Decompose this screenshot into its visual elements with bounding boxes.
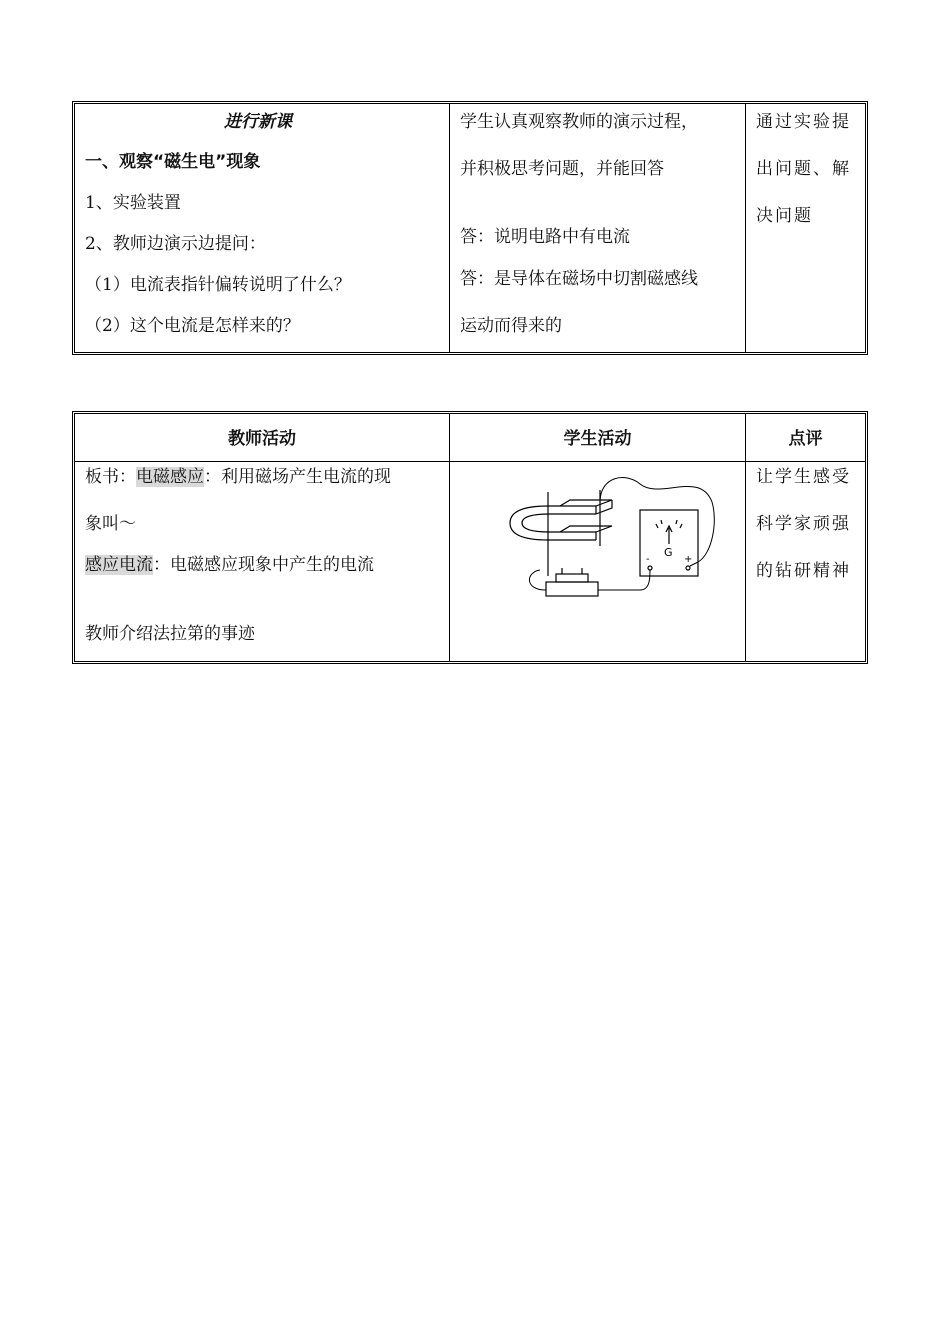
question-2: （2）这个电流是怎样来的？	[85, 316, 300, 336]
term-induced-current: 感应电流	[85, 555, 153, 575]
item-apparatus: 1、实验装置	[85, 193, 181, 213]
comment-line-2: 出问题、解	[756, 159, 851, 179]
circuit-wires	[529, 478, 714, 590]
comment-cell	[745, 104, 865, 352]
minus-terminal: -	[646, 554, 650, 565]
definition-2: ：电磁感应现象中产生的电流	[153, 555, 374, 575]
header-teacher: 教师活动	[228, 429, 296, 449]
answer-2: 答：是导体在磁场中切割磁感线	[460, 269, 698, 289]
lesson-table-1	[72, 101, 868, 355]
comment-line-1: 通过实验提	[756, 112, 851, 132]
term-electromagnetic-induction: 电磁感应	[136, 467, 204, 487]
faraday-intro: 教师介绍法拉第的事迹	[85, 624, 255, 644]
student-line-1: 学生认真观察教师的演示过程，	[460, 112, 698, 132]
comment-line-3: 决问题	[756, 206, 813, 226]
student-line-2: 并积极思考问题，并能回答	[460, 159, 664, 179]
item-demo-question: 2、教师边演示边提问：	[85, 234, 266, 254]
galvanometer	[640, 510, 698, 576]
lesson-table-2	[72, 411, 868, 664]
induction-apparatus-figure	[450, 462, 744, 662]
question-1: （1）电流表指针偏转说明了什么？	[85, 275, 351, 295]
board-writing-line-3	[85, 554, 374, 576]
definition-1: ：利用磁场产生电流的现	[204, 467, 391, 487]
horseshoe-magnet	[510, 500, 612, 540]
comment2-line-1: 让学生感受	[756, 467, 851, 487]
meter-label: G	[664, 546, 673, 559]
board-prefix: 板书：	[85, 467, 136, 487]
student-activity-column	[449, 414, 745, 661]
header-student: 学生活动	[563, 429, 632, 449]
answer-1: 答：说明电路中有电流	[460, 227, 630, 247]
board-writing-line-2: 象叫～	[85, 514, 136, 534]
section-title: 进行新课	[224, 112, 292, 132]
student-activity-cell	[449, 104, 745, 352]
answer-2-cont: 运动而得来的	[460, 316, 562, 336]
comment-column	[745, 414, 865, 661]
comment2-line-2: 科学家顽强	[756, 514, 851, 534]
header-comment: 点评	[788, 429, 823, 449]
plus-terminal: +	[684, 554, 693, 565]
teacher-activity-cell	[75, 104, 449, 352]
section-heading: 一、观察“磁生电”现象	[85, 152, 261, 172]
teacher-activity-column	[75, 414, 449, 661]
board-writing-line-1	[85, 466, 391, 488]
comment2-line-3: 的钻研精神	[756, 561, 851, 581]
stand-base	[546, 568, 598, 596]
